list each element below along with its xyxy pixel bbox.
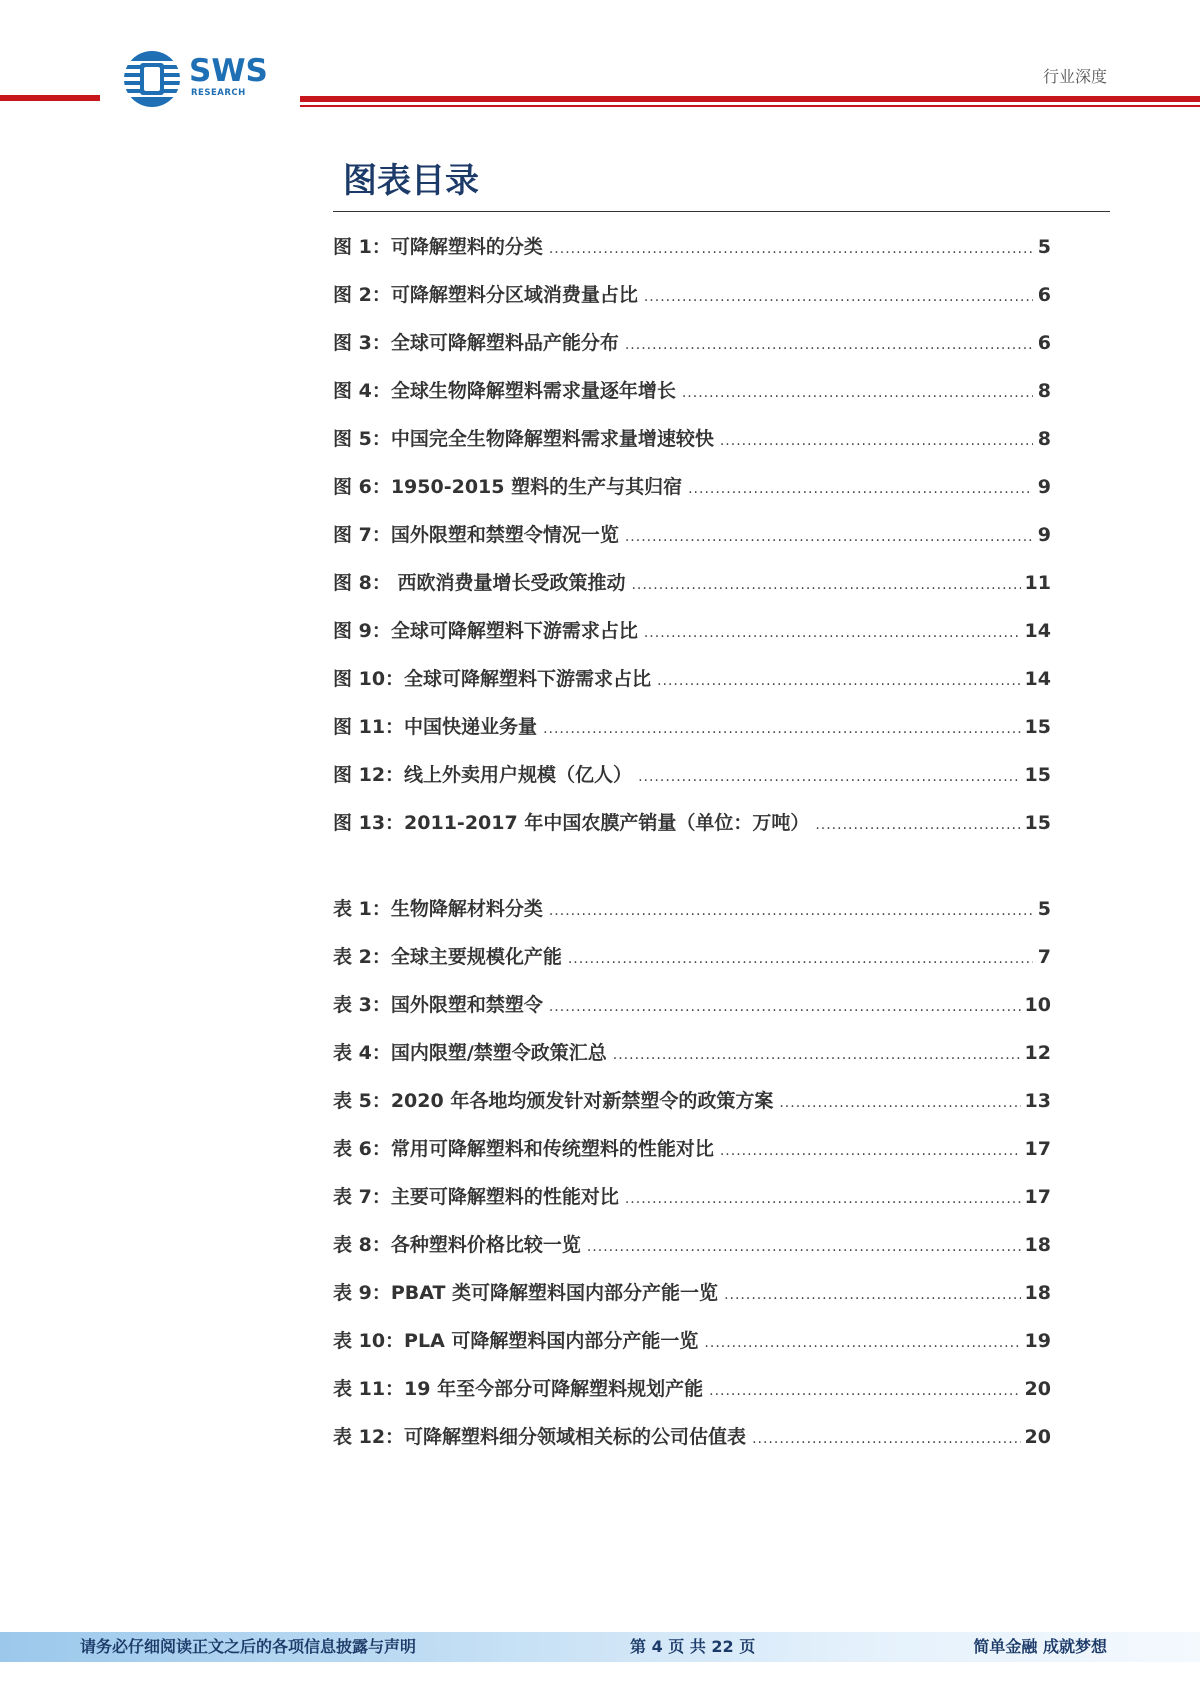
- entry-label: 表 5：2020 年各地均颁发针对新禁塑令的政策方案: [333, 1090, 774, 1112]
- footer-disclaimer: 请务必仔细阅读正文之后的各项信息披露与声明: [80, 1637, 417, 1656]
- entry-page: 17: [1024, 1186, 1051, 1208]
- figure-entry[interactable]: [333, 472, 1051, 520]
- footer-slogan: 简单金融 成就梦想: [973, 1637, 1107, 1656]
- dot-leader: [752, 1431, 1020, 1447]
- entry-page: 18: [1024, 1282, 1051, 1304]
- figure-entry[interactable]: [333, 520, 1051, 568]
- figure-list: [333, 232, 1051, 856]
- title-divider: [333, 211, 1110, 212]
- page-title: 图表目录: [343, 161, 479, 201]
- entry-label: 图 4：全球生物降解塑料需求量逐年增长: [333, 380, 676, 402]
- entry-label: 表 3：国外限塑和禁塑令: [333, 994, 543, 1016]
- header-rule-right: [300, 96, 1200, 108]
- dot-leader: [587, 1239, 1021, 1255]
- sws-logo: [122, 48, 282, 110]
- entry-label: 表 10：PLA 可降解塑料国内部分产能一览: [333, 1330, 699, 1352]
- entry-label: 图 6：1950-2015 塑料的生产与其归宿: [333, 476, 683, 498]
- header-rule-left: [0, 95, 100, 101]
- dot-leader: [704, 1335, 1020, 1351]
- entry-page: 14: [1024, 620, 1051, 642]
- dot-leader: [657, 673, 1020, 689]
- entry-page: 20: [1024, 1426, 1051, 1448]
- entry-label: 图 5：中国完全生物降解塑料需求量增速较快: [333, 428, 714, 450]
- footer-page-number: 第 4 页 共 22 页: [630, 1637, 756, 1656]
- figure-entry[interactable]: [333, 280, 1051, 328]
- entry-page: 9: [1037, 524, 1051, 546]
- entry-label: 图 2：可降解塑料分区域消费量占比: [333, 284, 638, 306]
- entry-page: 9: [1037, 476, 1051, 498]
- entry-label: 表 2：全球主要规模化产能: [333, 946, 562, 968]
- table-list: [333, 894, 1051, 1470]
- dot-leader: [644, 289, 1033, 305]
- entry-page: 13: [1024, 1090, 1051, 1112]
- table-entry[interactable]: [333, 1230, 1051, 1278]
- dot-leader: [625, 337, 1033, 353]
- dot-leader: [724, 1287, 1020, 1303]
- table-entry[interactable]: [333, 894, 1051, 942]
- dot-leader: [779, 1095, 1020, 1111]
- figure-entry[interactable]: [333, 616, 1051, 664]
- entry-page: 8: [1037, 428, 1051, 450]
- entry-label: 图 11：中国快递业务量: [333, 716, 538, 738]
- table-entry[interactable]: [333, 1038, 1051, 1086]
- figure-entry[interactable]: [333, 760, 1051, 808]
- entry-label: 图 3：全球可降解塑料品产能分布: [333, 332, 619, 354]
- dot-leader: [549, 241, 1033, 257]
- entry-page: 15: [1024, 716, 1051, 738]
- logo-subtext: RESEARCH: [191, 88, 246, 98]
- entry-page: 5: [1037, 236, 1051, 258]
- dot-leader: [613, 1047, 1021, 1063]
- sws-logo-mark-icon: [122, 48, 184, 110]
- entry-label: 图 8： 西欧消费量增长受政策推动: [333, 572, 626, 594]
- figure-entry[interactable]: [333, 328, 1051, 376]
- figure-entry[interactable]: [333, 712, 1051, 760]
- report-type-tag: 行业深度: [1042, 67, 1107, 86]
- entry-page: 11: [1024, 572, 1051, 594]
- entry-label: 图 12：线上外卖用户规模（亿人）: [333, 764, 633, 786]
- entry-page: 7: [1037, 946, 1051, 968]
- entry-page: 12: [1024, 1042, 1051, 1064]
- entry-page: 18: [1024, 1234, 1051, 1256]
- entry-page: 5: [1037, 898, 1051, 920]
- table-entry[interactable]: [333, 1182, 1051, 1230]
- dot-leader: [631, 577, 1020, 593]
- table-entry[interactable]: [333, 1278, 1051, 1326]
- entry-page: 10: [1024, 994, 1051, 1016]
- entry-label: 表 11：19 年至今部分可降解塑料规划产能: [333, 1378, 704, 1400]
- entry-label: 表 12：可降解塑料细分领域相关标的公司估值表: [333, 1426, 747, 1448]
- dot-leader: [815, 817, 1020, 833]
- dot-leader: [688, 481, 1033, 497]
- dot-leader: [549, 903, 1033, 919]
- dot-leader: [709, 1383, 1020, 1399]
- entry-page: 17: [1024, 1138, 1051, 1160]
- figure-entry[interactable]: [333, 568, 1051, 616]
- dot-leader: [543, 721, 1020, 737]
- entry-label: 图 1：可降解塑料的分类: [333, 236, 543, 258]
- entry-page: 19: [1024, 1330, 1051, 1352]
- dot-leader: [625, 529, 1033, 545]
- entry-page: 8: [1037, 380, 1051, 402]
- table-entry[interactable]: [333, 1374, 1051, 1422]
- entry-label: 图 9：全球可降解塑料下游需求占比: [333, 620, 638, 642]
- dot-leader: [682, 385, 1033, 401]
- entry-label: 表 9：PBAT 类可降解塑料国内部分产能一览: [333, 1282, 719, 1304]
- table-entry[interactable]: [333, 1422, 1051, 1470]
- entry-label: 图 10：全球可降解塑料下游需求占比: [333, 668, 652, 690]
- dot-leader: [720, 1143, 1021, 1159]
- dot-leader: [720, 433, 1033, 449]
- table-entry[interactable]: [333, 1086, 1051, 1134]
- table-entry[interactable]: [333, 1326, 1051, 1374]
- dot-leader: [638, 769, 1020, 785]
- table-entry[interactable]: [333, 942, 1051, 990]
- dot-leader: [644, 625, 1021, 641]
- entry-label: 表 4：国内限塑/禁塑令政策汇总: [333, 1042, 607, 1064]
- entry-page: 14: [1024, 668, 1051, 690]
- figure-entry[interactable]: [333, 808, 1051, 856]
- logo-text: SWS: [189, 53, 268, 89]
- dot-leader: [625, 1191, 1021, 1207]
- entry-label: 图 13：2011-2017 年中国农膜产销量（单位：万吨）: [333, 812, 810, 834]
- table-entry[interactable]: [333, 990, 1051, 1038]
- table-entry[interactable]: [333, 1134, 1051, 1182]
- figure-entry[interactable]: [333, 424, 1051, 472]
- entry-page: 15: [1024, 812, 1051, 834]
- entry-page: 15: [1024, 764, 1051, 786]
- entry-label: 表 1：生物降解材料分类: [333, 898, 543, 920]
- entry-page: 20: [1024, 1378, 1051, 1400]
- entry-label: 表 8：各种塑料价格比较一览: [333, 1234, 581, 1256]
- entry-label: 图 7：国外限塑和禁塑令情况一览: [333, 524, 619, 546]
- entry-label: 表 7：主要可降解塑料的性能对比: [333, 1186, 619, 1208]
- figure-entry[interactable]: [333, 376, 1051, 424]
- dot-leader: [549, 999, 1021, 1015]
- figure-entry[interactable]: [333, 664, 1051, 712]
- entry-page: 6: [1037, 284, 1051, 306]
- dot-leader: [568, 951, 1033, 967]
- figure-entry[interactable]: [333, 232, 1051, 280]
- entry-label: 表 6：常用可降解塑料和传统塑料的性能对比: [333, 1138, 714, 1160]
- entry-page: 6: [1037, 332, 1051, 354]
